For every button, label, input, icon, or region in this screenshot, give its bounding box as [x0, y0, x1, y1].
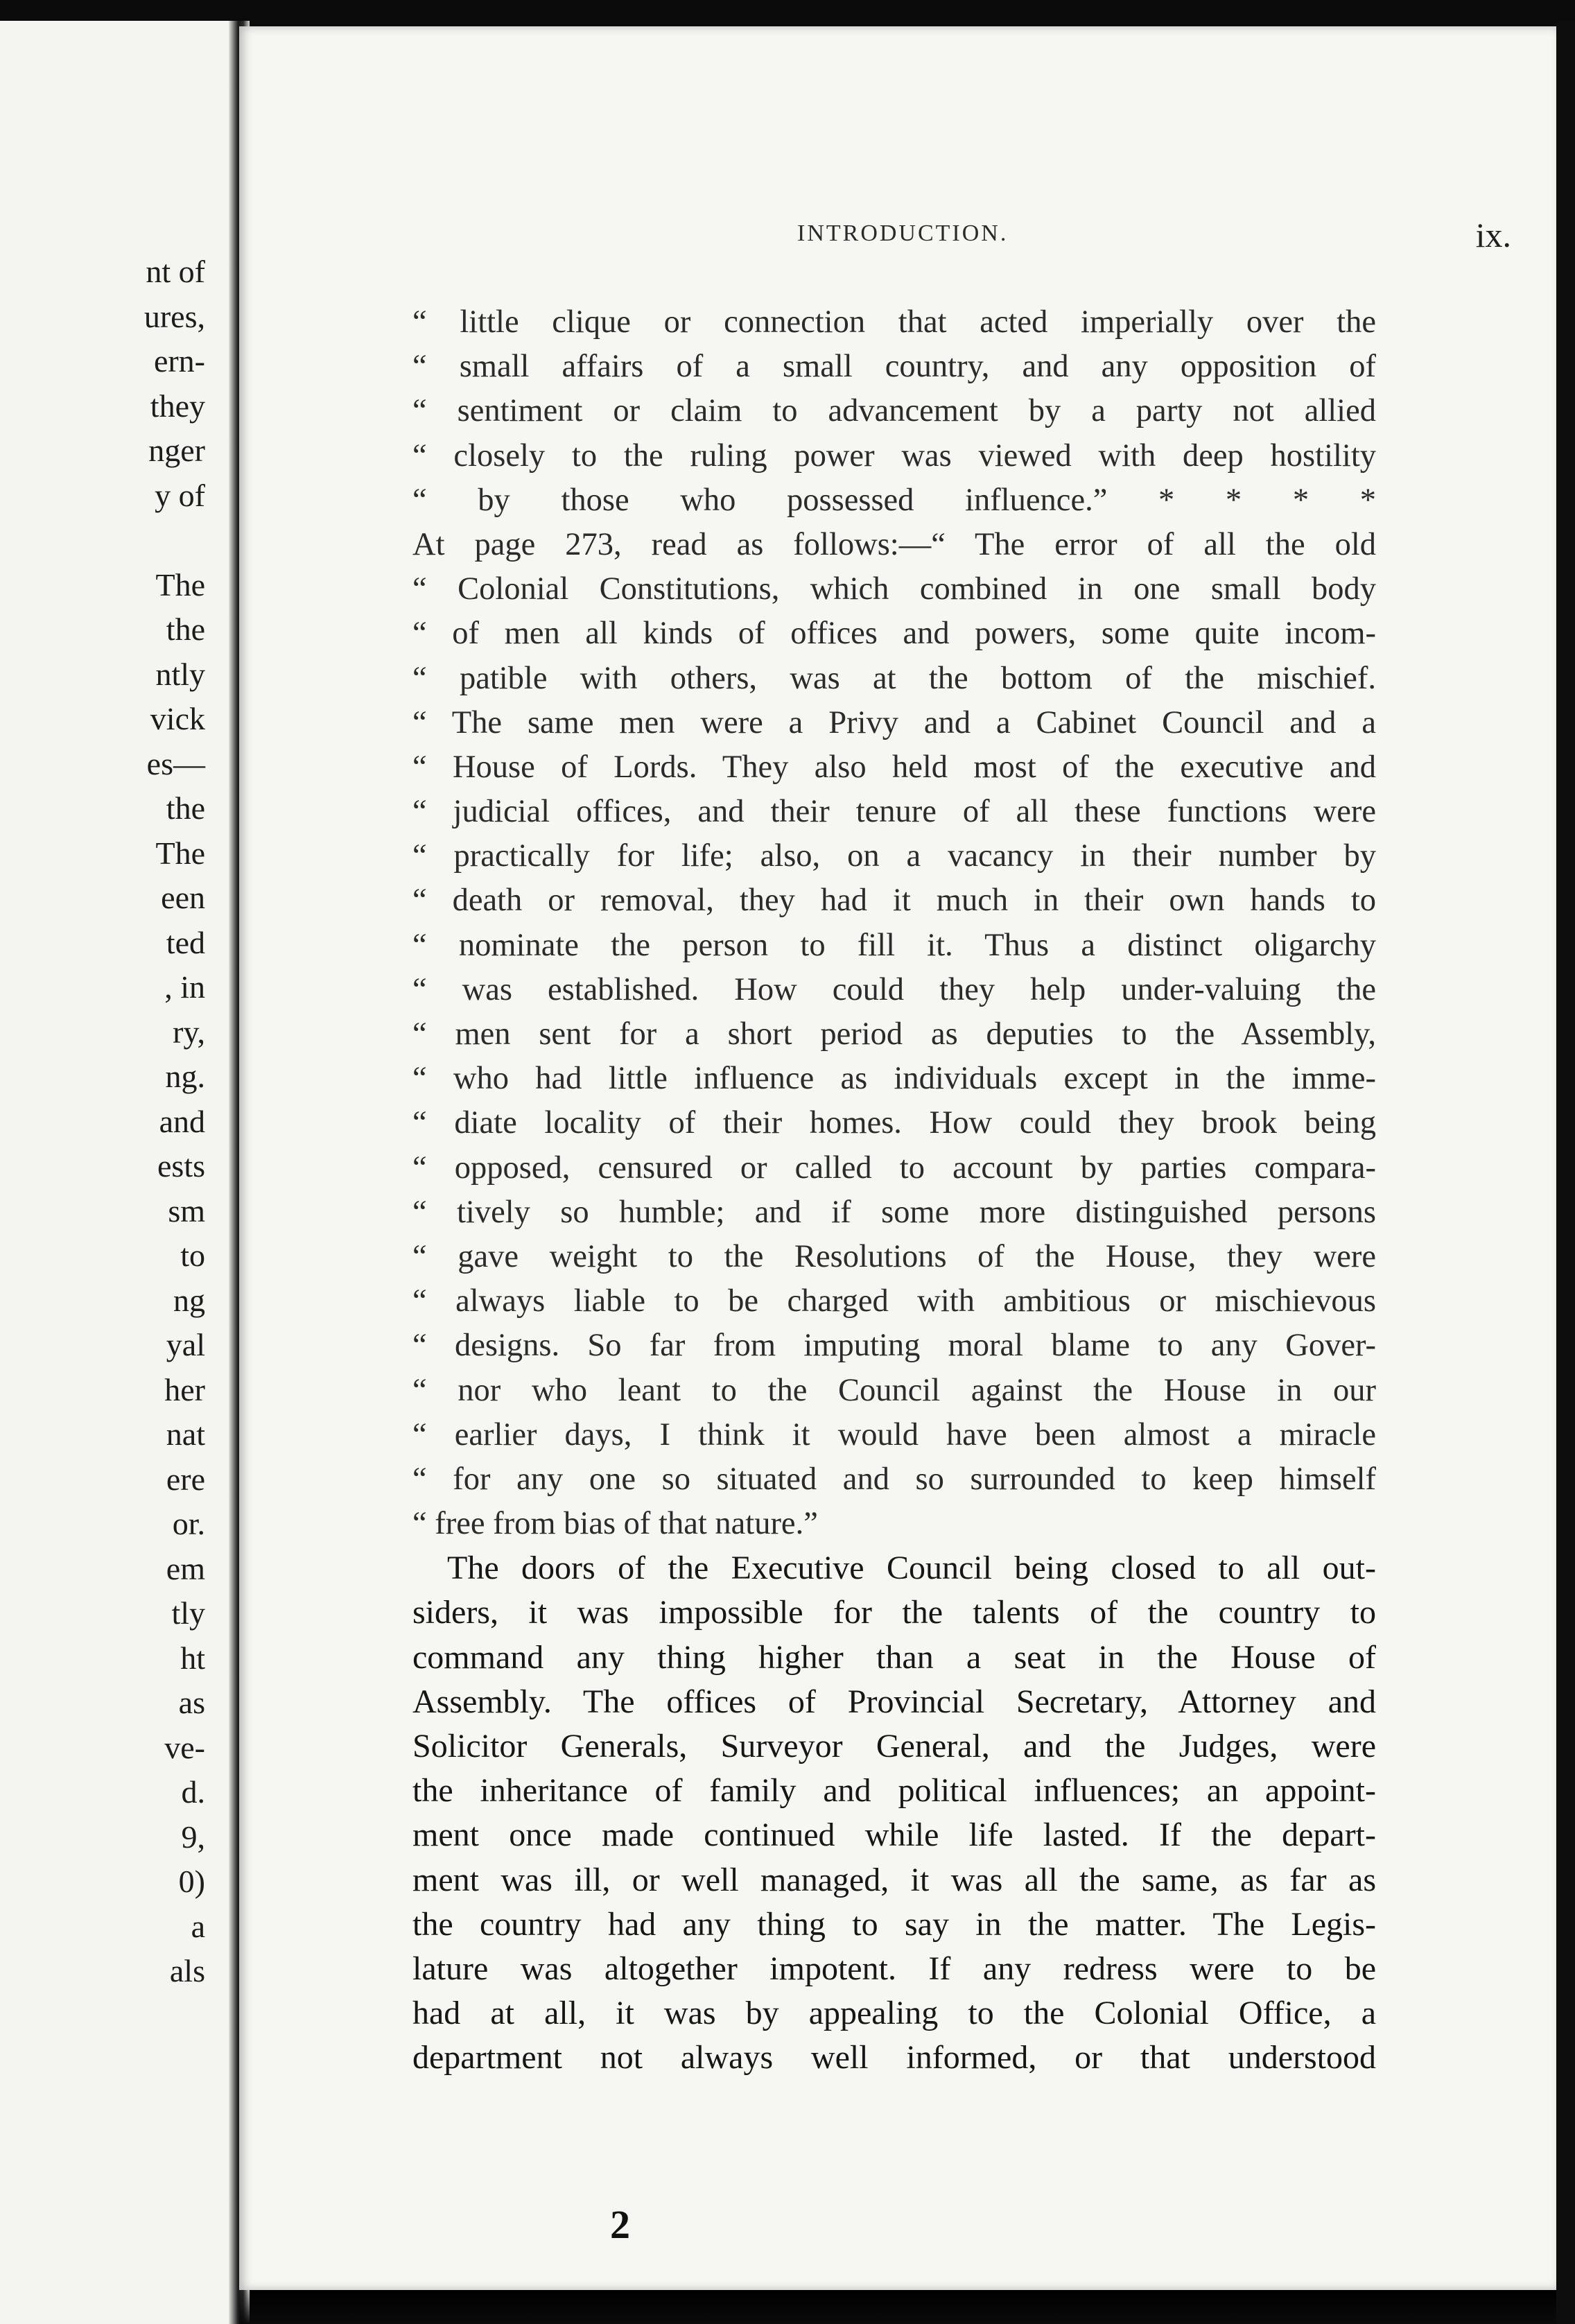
previous-page-fragment: ht — [180, 1640, 205, 1676]
previous-page-edge — [0, 21, 229, 2324]
text-line: “ nor who leant to the Council against the House in our — [412, 1372, 1376, 1408]
previous-page-fragment: a — [191, 1908, 205, 1944]
page-body-text — [412, 300, 1376, 2081]
previous-page-fragment: ntly — [155, 656, 205, 692]
text-line: “ men sent for a short period as deputies to the Assembly, — [412, 1016, 1376, 1052]
text-line: “ nominate the person to fill it. Thus a distinct oligarchy — [412, 927, 1376, 963]
text-line: “ tively so humble; and if some more distinguished persons — [412, 1194, 1376, 1230]
previous-page-fragment: ted — [166, 924, 205, 960]
previous-page-fragment: een — [161, 880, 205, 915]
previous-page-fragment — [11, 518, 205, 563]
text-line: “ diate locality of their homes. How could they brook being — [412, 1105, 1376, 1141]
text-line: “ free from bias of that nature.” — [412, 1506, 818, 1542]
scan-bottom-shadow — [239, 2289, 1556, 2324]
text-line: “ Colonial Constitutions, which combined in one small body — [412, 571, 1376, 607]
text-line: had at all, it was by appealing to the Colonial Office, a — [412, 1995, 1376, 2032]
previous-page-fragment: nt of — [146, 254, 205, 289]
previous-page-fragment: ests — [157, 1148, 205, 1183]
previous-page-fragment: ng. — [165, 1059, 205, 1094]
text-line: lature was altogether impotent. If any redress were to be — [412, 1950, 1376, 1987]
previous-page-fragment: 9, — [181, 1819, 205, 1855]
text-line: Solicitor Generals, Surveyor General, and the Judges, were — [412, 1728, 1376, 1764]
text-line: “ The same men were a Privy and a Cabinet Council and a — [412, 704, 1376, 740]
text-line: “ sentiment or claim to advancement by a party not allied — [412, 393, 1376, 429]
previous-page-fragment: to — [180, 1238, 205, 1273]
previous-page-fragment: es— — [146, 745, 205, 781]
previous-page-fragment: tly — [171, 1595, 205, 1631]
previous-page-fragment: ry, — [173, 1014, 205, 1050]
previous-page-fragment: 0) — [178, 1864, 205, 1899]
book-page — [239, 26, 1556, 2290]
text-line: The doors of the Executive Council being closed to all out- — [447, 1550, 1376, 1587]
previous-page-fragment: nat — [166, 1416, 205, 1452]
running-head: INTRODUCTION. — [797, 220, 1009, 246]
scan-right-edge — [1556, 21, 1575, 2324]
previous-page-fragment: y of — [155, 477, 205, 513]
text-line: “ little clique or connection that acted imperially over the — [412, 304, 1376, 340]
text-line: “ for any one so situated and so surrounded to keep himself — [412, 1461, 1376, 1497]
text-line: “ designs. So far from imputing moral blame to any Gover- — [412, 1328, 1376, 1364]
page-header — [239, 216, 1556, 262]
text-line: command any thing higher than a seat in the House of — [412, 1638, 1376, 1676]
previous-page-fragment: , in — [164, 969, 205, 1005]
previous-page-fragment: als — [169, 1953, 205, 1988]
previous-page-fragment: em — [166, 1550, 205, 1586]
text-line: ment was ill, or well managed, it was all the same, as far as — [412, 1861, 1376, 1898]
previous-page-fragment: d. — [181, 1774, 205, 1810]
previous-page-fragment: ere — [166, 1461, 205, 1497]
previous-page-fragment: ve- — [164, 1729, 205, 1765]
previous-page-fragment: the — [166, 790, 205, 826]
previous-page-fragment: ng — [173, 1282, 205, 1318]
text-line: “ earlier days, I think it would have been almost a miracle — [412, 1416, 1376, 1452]
text-line: “ always liable to be charged with ambitious or mischievous — [412, 1283, 1376, 1319]
text-line: “ opposed, censured or called to account by parties compara- — [412, 1150, 1376, 1186]
previous-page-fragment: vick — [150, 701, 205, 736]
text-line: “ judicial offices, and their tenure of all these functions were — [412, 794, 1376, 830]
previous-page-fragment: or. — [172, 1506, 205, 1541]
previous-page-text-fragments — [11, 250, 205, 1994]
previous-page-fragment: The — [155, 835, 205, 871]
text-line: ment once made continued while life lasted. If the depart- — [412, 1816, 1376, 1854]
previous-page-fragment: ern- — [153, 343, 205, 379]
text-line: “ patible with others, was at the bottom of the mischief. — [412, 660, 1376, 696]
previous-page-fragment: her — [164, 1371, 205, 1407]
text-line: siders, it was impossible for the talents of the country to — [412, 1594, 1376, 1631]
previous-page-fragment: the — [166, 612, 205, 647]
previous-page-fragment: sm — [168, 1193, 205, 1229]
text-line: “ death or removal, they had it much in their own hands to — [412, 883, 1376, 919]
text-line: the inheritance of family and political influences; an appoint- — [412, 1772, 1376, 1810]
text-line: Assembly. The offices of Provincial Secretary, Attorney and — [412, 1683, 1376, 1720]
page-number: ix. — [1475, 216, 1511, 254]
previous-page-fragment: ures, — [143, 298, 205, 334]
previous-page-fragment: nger — [148, 433, 205, 468]
text-line: “ who had little influence as individuals except in the imme- — [412, 1061, 1376, 1097]
signature-mark: 2 — [610, 2202, 630, 2247]
text-line: “ by those who possessed influence.” * * * * — [412, 482, 1376, 518]
text-line: “ small affairs of a small country, and any opposition of — [412, 349, 1376, 385]
previous-page-fragment: as — [178, 1685, 205, 1720]
text-line: the country had any thing to say in the matter. The Legis- — [412, 1905, 1376, 1943]
text-line: At page 273, read as follows:—“ The error of all the old — [412, 526, 1376, 562]
text-line: “ was established. How could they help under-valuing the — [412, 971, 1376, 1007]
previous-page-fragment: and — [159, 1103, 205, 1139]
text-line: “ practically for life; also, on a vacancy in their number by — [412, 838, 1376, 874]
text-line: department not always well informed, or that understood — [412, 2039, 1376, 2076]
text-line: “ of men all kinds of offices and powers, some quite incom- — [412, 616, 1376, 652]
previous-page-fragment: they — [150, 388, 205, 424]
previous-page-fragment: yal — [166, 1327, 205, 1362]
previous-page-fragment: The — [155, 566, 205, 602]
text-line: “ House of Lords. They also held most of the executive and — [412, 749, 1376, 785]
text-line: “ closely to the ruling power was viewed with deep hostility — [412, 437, 1376, 474]
text-line: “ gave weight to the Resolutions of the House, they were — [412, 1238, 1376, 1274]
